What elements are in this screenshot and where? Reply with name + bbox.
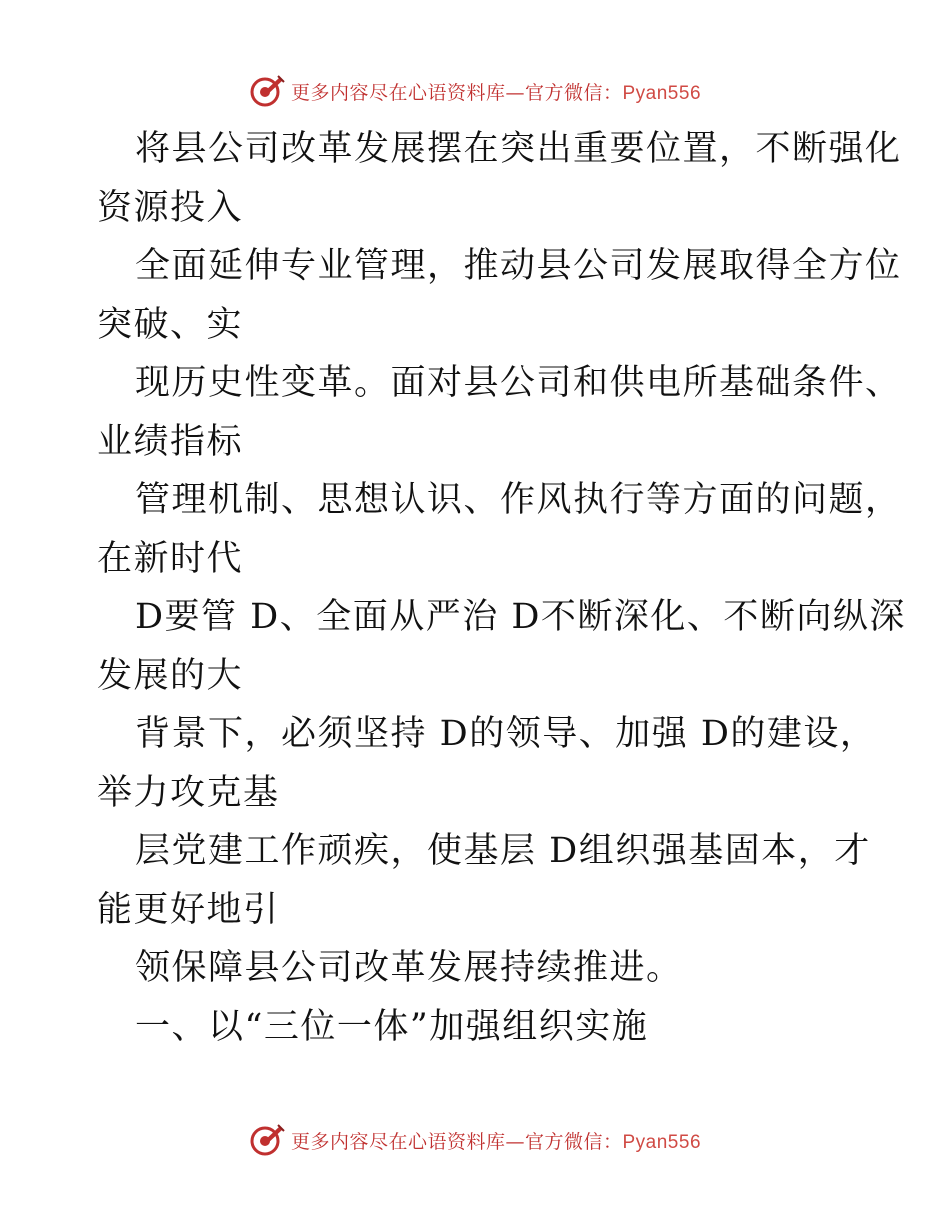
text-line: 举力攻克基 bbox=[97, 772, 280, 813]
text-line: 能更好地引 bbox=[97, 889, 280, 930]
text-line: 领保障县公司改革发展持续推进。 bbox=[135, 948, 683, 988]
text-line: 资源投入 bbox=[97, 187, 244, 228]
brand-logo-icon bbox=[249, 1122, 285, 1158]
text-line: 背景下，必须坚持 D的领导、加强 D的建设， bbox=[135, 714, 877, 754]
header-watermark bbox=[0, 71, 950, 111]
footer-watermark bbox=[0, 1120, 950, 1160]
text-line: 发展的大 bbox=[97, 655, 244, 696]
watermark-text: 更多内容尽在心语资料库—官方微信：Pyan556 bbox=[290, 1130, 702, 1153]
text-line: 管理机制、思想认识、作风执行等方面的问题， bbox=[135, 480, 902, 520]
text-line: 业绩指标 bbox=[97, 421, 244, 462]
text-line: 层党建工作顽疾，使基层 D组织强基固本，才 bbox=[135, 831, 871, 871]
text-line: 全面延伸专业管理，推动县公司发展取得全方位 bbox=[135, 246, 902, 286]
watermark-text: 更多内容尽在心语资料库—官方微信：Pyan556 bbox=[290, 81, 702, 104]
text-line: 在新时代 bbox=[97, 538, 244, 579]
brand-logo-icon bbox=[249, 73, 285, 109]
text-line: 现历史性变革。面对县公司和供电所基础条件、 bbox=[135, 363, 902, 403]
text-line: D要管 D、全面从严治 D不断深化、不断向纵深 bbox=[135, 597, 906, 637]
document-body bbox=[97, 120, 906, 1056]
section-heading: 一、以“三位一体”加强组织实施 bbox=[135, 1006, 649, 1047]
text-line: 将县公司改革发展摆在突出重要位置，不断强化 bbox=[135, 129, 902, 169]
text-line: 突破、实 bbox=[97, 304, 244, 345]
